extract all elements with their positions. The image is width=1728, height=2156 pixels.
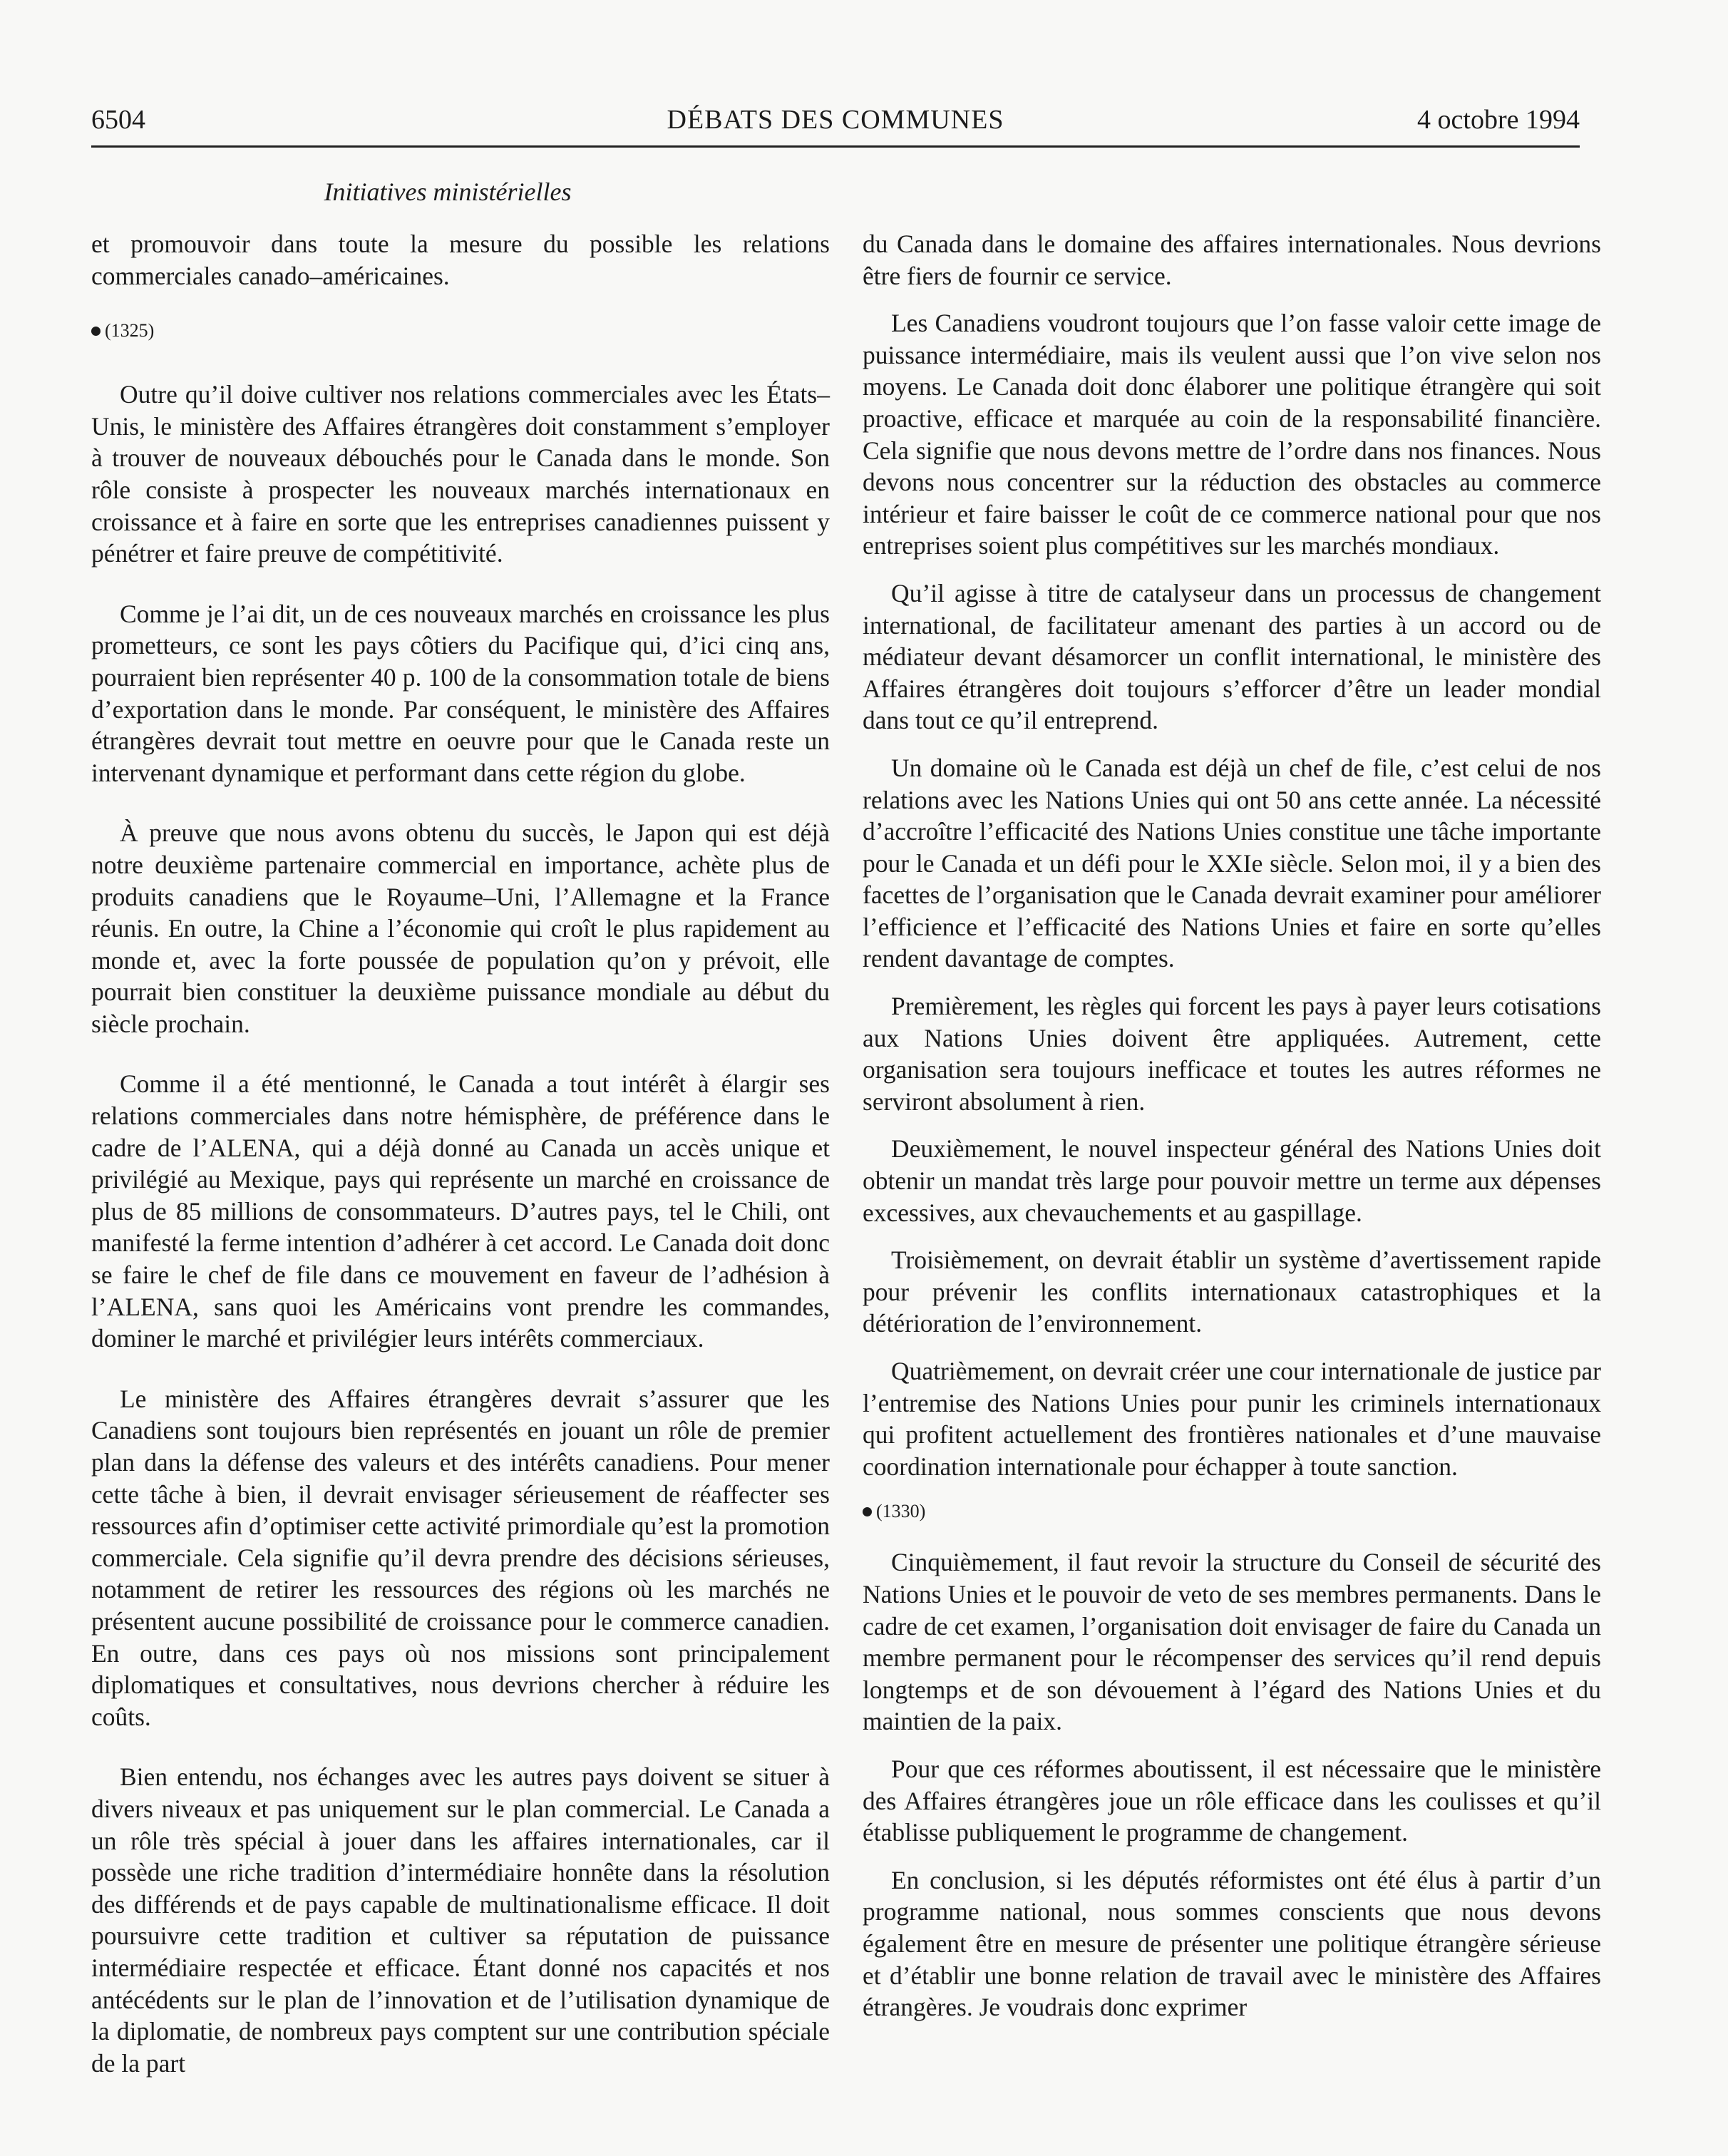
timestamp-text: (1330)	[876, 1501, 926, 1522]
bullet-icon	[91, 327, 101, 336]
publication-date: 4 octobre 1994	[1417, 105, 1580, 135]
paragraph: Quatrièmement, on devrait créer une cour internationale de justice par l’entremise des Nations Unies pour punir les criminels internationaux qui profitent actuellement des frontières nationales et d’une mauvaise coordination internationale pour échapper à toute sanction.	[863, 1357, 1601, 1481]
paragraph: Comme il a été mentionné, le Canada a tout intérêt à élargir ses relations commerciales dans notre hémisphère, de préférence dans le cadre de l’ALENA, qui a déjà donné au Canada un accès unique et privilégié au Mexique, pays qui représente un marché en croissance de plus de 85 millions de consommateurs. D’autres pays, tel le Chili, ont manifesté la ferme intention d’adhérer à cet accord. Le Canada doit donc se faire le chef de file dans ce mouvement en faveur de l’adhésion à l’ALENA, sans quoi les Américains vont prendre les commandes, dominer le marché et privilégier leurs intérêts commerciaux.	[91, 1069, 830, 1353]
timestamp-text: (1325)	[105, 320, 155, 342]
page-header	[91, 100, 1580, 148]
paragraph: Pour que ces réformes aboutissent, il est nécessaire que le ministère des Affaires étrangères joue un rôle efficace dans les coulisses et qu’il établisse publiquement le programme de changement.	[863, 1754, 1601, 1847]
timestamp	[863, 1501, 1601, 1522]
paragraph: Premièrement, les règles qui forcent les pays à payer leurs cotisations aux Nations Unies doivent être appliquées. Autrement, cette organisation sera toujours inefficace et toutes les autres réformes ne serviront absolument à rien.	[863, 992, 1601, 1116]
paragraph: Troisièmement, on devrait établir un système d’avertissement rapide pour prévenir les conflits internationaux catastrophiques et la détérioration de l’environnement.	[863, 1246, 1601, 1338]
paragraph: Les Canadiens voudront toujours que l’on fasse valoir cette image de puissance intermédiaire, mais ils veulent aussi que l’on vive selon nos moyens. Le Canada doit donc élaborer une politique étrangère qui soit proactive, efficace et marquée au coin de la responsabilité financière. Cela signifie que nous devons mettre de l’ordre dans nos finances. Nous devons nous concentrer sur la réduction des obstacles au commerce intérieur et faire baisser le coût de ce commerce national pour que nos entreprises soient plus compétitives sur les marchés mondiaux.	[863, 309, 1601, 560]
left-column	[91, 228, 830, 2108]
right-column	[863, 228, 1601, 2039]
paragraph: À preuve que nous avons obtenu du succès, le Japon qui est déjà notre deuxième partenaire commercial en importance, achète plus de produits canadiens que le Royaume–Uni, l’Allemagne et la France réunis. En outre, la Chine a l’économie qui croît le plus rapidement au monde et, avec la forte poussée de population qu’on y prévoit, elle pourrait bien constituer la deuxième puissance mondiale au début du siècle prochain.	[91, 818, 830, 1038]
publication-title: DÉBATS DES COMMUNES	[667, 105, 1004, 135]
page-number: 6504	[91, 105, 145, 135]
paragraph: En conclusion, si les députés réformistes ont été élus à partir d’un programme national, nous sommes conscients que nous devons également être en mesure de présenter une politique étrangère sérieuse et d’établir une bonne relation de travail avec le ministère des Affaires étrangères. Je voudrais donc exprimer	[863, 1865, 1601, 2022]
paragraph: Cinquièmement, il faut revoir la structure du Conseil de sécurité des Nations Unies et le pouvoir de veto de ses membres permanents. Dans le cadre de cet examen, l’organisation doit envisager de faire du Canada un membre permanent pour le récompenser des services qu’il rend depuis longtemps et de son dévouement à l’égard des Nations Unies et du maintien de la paix.	[863, 1548, 1601, 1736]
paragraph: Qu’il agisse à titre de catalyseur dans un processus de changement international, de facilitateur amenant des parties à un accord ou de médiateur devant désamorcer un conflit international, le ministère des Affaires étrangères doit toujours s’efforcer d’être un leader mondial dans tout ce qu’il entreprend.	[863, 578, 1601, 735]
paragraph: Un domaine où le Canada est déjà un chef de file, c’est celui de nos relations avec les Nations Unies qui ont 50 ans cette année. La nécessité d’accroître l’efficacité des Nations Unies constitue une tâche importante pour le Canada et un défi pour le XXIe siècle. Selon moi, il y a bien des facettes de l’organisation que le Canada devrait examiner pour améliorer l’efficience et l’efficacité des Nations Unies et faire en sorte qu’elles rendent davantage de comptes.	[863, 753, 1601, 973]
paragraph: du Canada dans le domaine des affaires internationales. Nous devrions être fiers de fournir ce service.	[863, 230, 1601, 290]
paragraph: Le ministère des Affaires étrangères devrait s’assurer que les Canadiens sont toujours bien représentés en jouant un rôle de premier plan dans la défense des valeurs et des intérêts canadiens. Pour mener cette tâche à bien, il devrait envisager sérieusement de réaffecter ses ressources afin d’optimiser cette activité primordiale qu’est la promotion commerciale. Cela signifie qu’il devra prendre des décisions sérieuses, notamment de retirer les ressources des régions où les marchés ne présentent aucune possibilité de croissance pour le commerce canadien. En outre, dans ces pays où nos missions sont principalement diplomatiques et consultatives, nous devrions chercher à réduire les coûts.	[91, 1384, 830, 1731]
paragraph: Outre qu’il doive cultiver nos relations commerciales avec les États–Unis, le ministère des Affaires étrangères doit constamment s’employer à trouver de nouveaux débouchés pour le Canada dans le monde. Son rôle consiste à prospecter les nouveaux marchés internationaux en croissance et à faire en sorte que les entreprises canadiennes puissent y pénétrer et faire preuve de compétitivité.	[91, 380, 830, 568]
paragraph: Deuxièmement, le nouvel inspecteur général des Nations Unies doit obtenir un mandat très large pour pouvoir mettre un terme aux dépenses excessives, aux chevauchements et au gaspillage.	[863, 1134, 1601, 1227]
timestamp	[91, 320, 830, 342]
section-title: Initiatives ministérielles	[324, 178, 572, 206]
paragraph: et promouvoir dans toute la mesure du possible les relations commerciales canado–américaines.	[91, 230, 830, 290]
bullet-icon	[863, 1507, 872, 1516]
paragraph: Bien entendu, nos échanges avec les autres pays doivent se situer à divers niveaux et pas uniquement sur le plan commercial. Le Canada a un rôle très spécial à jouer dans les affaires internationales, car il possède une riche tradition d’intermédiaire honnête dans la résolution des différends et de pays capable de multinationalisme efficace. Il doit poursuivre cette tradition et cultiver sa réputation de puissance intermédiaire respectée et efficace. Étant donné nos capacités et nos antécédents sur le plan de l’innovation et de l’utilisation dynamique de la diplomatie, de nombreux pays comptent sur une contribution spéciale de la part	[91, 1762, 830, 2078]
paragraph: Comme je l’ai dit, un de ces nouveaux marchés en croissance les plus prometteurs, ce sont les pays côtiers du Pacifique qui, d’ici cinq ans, pourraient bien représenter 40 p. 100 de la consommation totale de biens d’exportation dans le monde. Par conséquent, le ministère des Affaires étrangères devrait tout mettre en oeuvre pour que le Canada reste un intervenant dynamique et performant dans cette région du globe.	[91, 599, 830, 787]
